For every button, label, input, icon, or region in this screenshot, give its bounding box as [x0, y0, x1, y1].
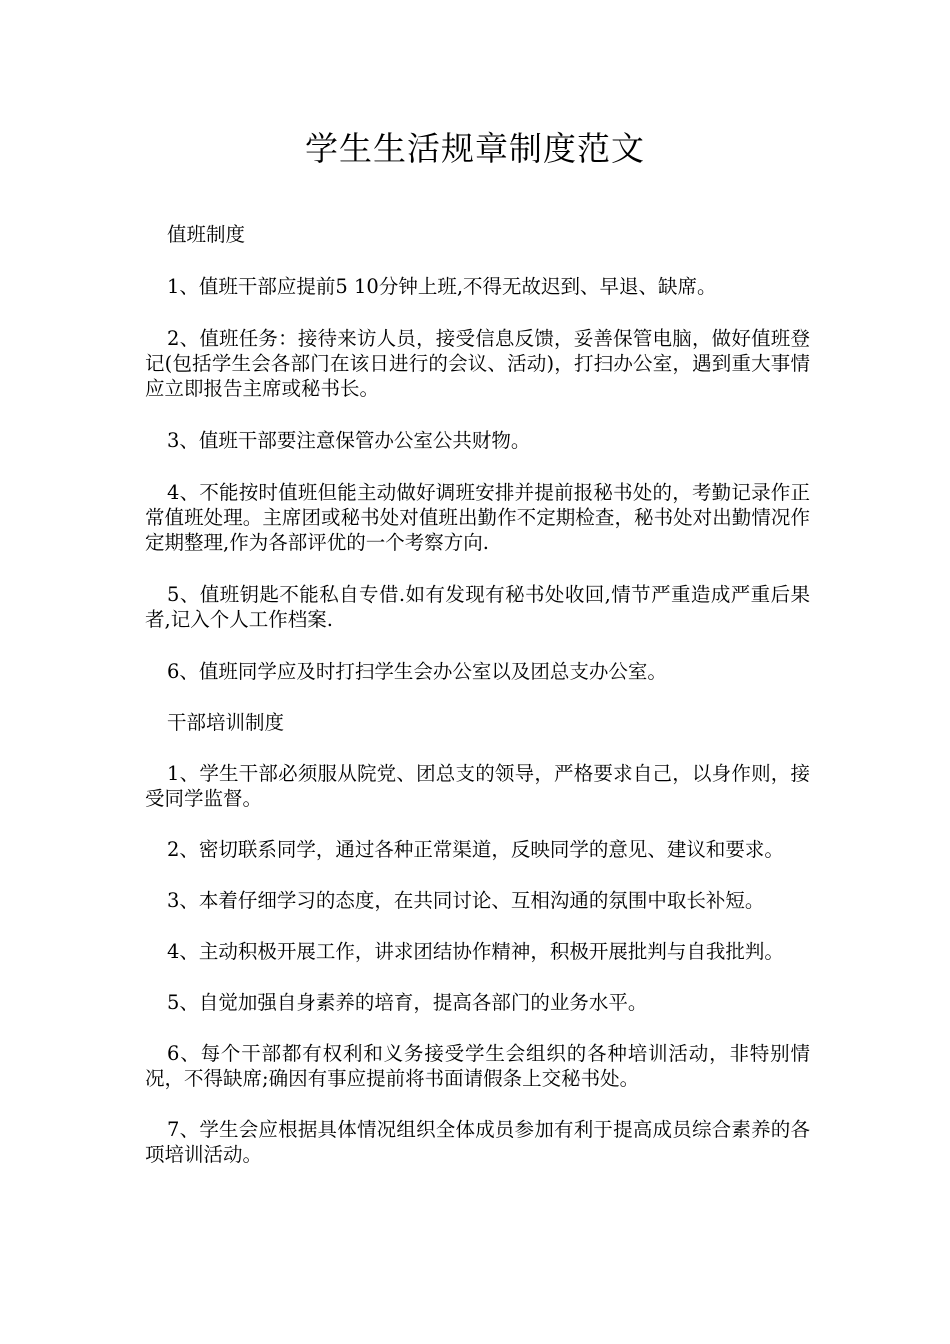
- section-heading-training: 干部培训制度: [167, 711, 285, 734]
- training-rule-2: 2、密切联系同学，通过各种正常渠道，反映同学的意见、建议和要求。: [167, 838, 784, 861]
- document-body: [145, 222, 810, 1167]
- training-rule-5: 5、自觉加强自身素养的培育，提高各部门的业务水平。: [167, 991, 648, 1014]
- training-rule-7: 7、学生会应根据具体情况组织全体成员参加有利于提高成员综合素养的各项培训活动。: [145, 1118, 810, 1166]
- training-rule-4: 4、主动积极开展工作，讲求团结协作精神，积极开展批判与自我批判。: [167, 940, 784, 963]
- duty-rule-3: 3、值班干部要注意保管办公室公共财物。: [167, 429, 531, 452]
- duty-rule-6: 6、值班同学应及时打扫学生会办公室以及团总支办公室。: [167, 660, 667, 683]
- duty-rule-1: 1、值班干部应提前5 10分钟上班,不得无故迟到、早退、缺席。: [167, 275, 717, 298]
- document-title: 学生生活规章制度范文: [305, 129, 645, 168]
- training-rule-1: 1、学生干部必须服从院党、团总支的领导，严格要求自己，以身作则，接受同学监督。: [145, 762, 810, 810]
- duty-rule-2: 2、值班任务：接待来访人员，接受信息反馈，妥善保管电脑，做好值班登记(包括学生会各部门在该日进行的会议、活动)，打扫办公室，遇到重大事情应立即报告主席或秘书长。: [145, 327, 810, 400]
- duty-rule-4: 4、不能按时值班但能主动做好调班安排并提前报秘书处的，考勤记录作正常值班处理。主席团或秘书处对值班出勤作不定期检查，秘书处对出勤情况作定期整理,作为各部评优的一个考察方向.: [145, 481, 810, 554]
- training-rule-6: 6、每个干部都有权利和义务接受学生会组织的各种培训活动，非特别情况，不得缺席;确因有事应提前将书面请假条上交秘书处。: [145, 1042, 810, 1090]
- section-heading-duty: 值班制度: [167, 223, 246, 246]
- duty-rule-5: 5、值班钥匙不能私自专借.如有发现有秘书处收回,情节严重造成严重后果者,记入个人工作档案.: [145, 583, 810, 631]
- training-rule-3: 3、本着仔细学习的态度，在共同讨论、互相沟通的氛围中取长补短。: [167, 889, 765, 912]
